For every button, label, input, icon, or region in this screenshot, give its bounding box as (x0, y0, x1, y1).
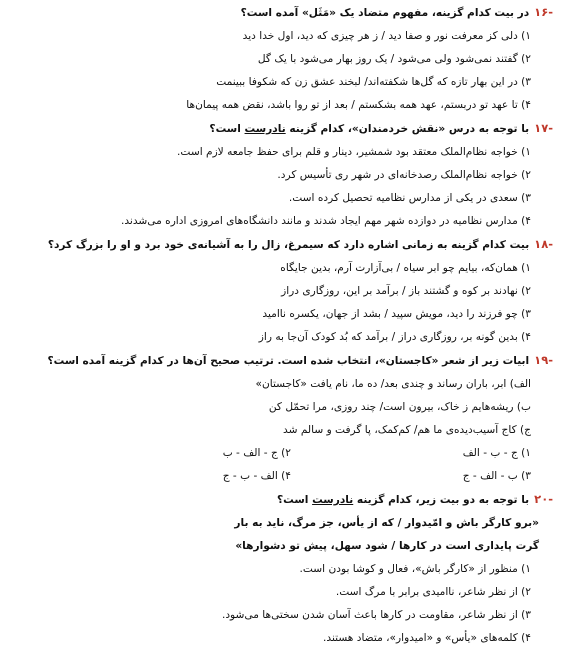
question-16 (10, 1, 553, 117)
question-number: -۱۷ (534, 121, 553, 135)
option-3: ۳) چو فرزند را دید، مویش سپید / بشد از جهان، یکسره ناامید (262, 308, 531, 320)
question-number: -۱۶ (534, 5, 553, 19)
option-4: ۴) بدین گونه بر، روزگاری دراز / برآمد که بُد کودک آن‌جا به راز (258, 331, 531, 343)
question-number: -۱۹ (534, 353, 553, 367)
choice-grid (10, 442, 553, 488)
question-number: -۱۸ (534, 237, 553, 251)
question-text: بیت کدام گزینه به زمانی اشاره دارد که سیمرغ، زال را به آشیانه‌ی خود برد و او را بزرگ کرد؟ (47, 239, 530, 251)
question-number: -۲۰ (534, 492, 553, 506)
question-text-end: است؟ (209, 123, 241, 135)
question-20 (10, 488, 553, 650)
option-1: ۱) دلی کز معرفت نور و صفا دید / ز هر چیزی که دید، اول خدا دید (242, 30, 531, 42)
option-2: ۲) گفتند نمی‌شود ولی می‌شود / یک روز بهار می‌شود با یک گل (257, 53, 531, 65)
choice-3: ۳) ب - الف - ج (462, 470, 531, 482)
option-3: ۳) سعدی در یکی از مدارس نظامیه تحصیل کرده است. (288, 192, 531, 204)
verse-alef: الف) ابر، باران رساند و چندی بعد/ ده ما، نام یافت «کاجستان» (255, 378, 531, 390)
question-19 (10, 349, 553, 488)
verse-jim: ج) کاج آسیب‌دیده‌ی ما هم/ کم‌کمک، پا گرفت و سالم شد (283, 424, 531, 436)
question-19-stem (10, 349, 553, 373)
option-1: ۱) منظور از «کارگر باش»، فعال و کوشا بودن است. (299, 563, 531, 575)
question-text-start: با توجه به درس «نقش خردمندان»، کدام گزینه (289, 123, 530, 135)
question-20-stem (10, 488, 553, 512)
option-2: ۲) خواجه نظام‌الملک رصدخانه‌ای در شهر ری تأسیس کرد. (277, 169, 531, 181)
choice-2: ۲) ج - الف - ب (222, 447, 291, 459)
question-17 (10, 117, 553, 233)
option-4: ۴) کلمه‌های «یأس» و «امیدوار»، متضاد هستند. (323, 632, 531, 644)
choice-1: ۱) ج - ب - الف (462, 447, 531, 459)
poem-line-2: گرت پایداری است در کارها / شود سهل، پیش تو دشوارها» (235, 540, 539, 552)
option-4: ۴) تا عهد تو دربستم، عهد همه بشکستم / بعد از تو روا باشد، نقض همه پیمان‌ها (186, 99, 531, 111)
option-3: ۳) از نظر شاعر، مقاومت در کارها باعث آسان شدن سختی‌ها می‌شود. (221, 609, 531, 621)
choice-4: ۴) الف - ب - ج (222, 470, 291, 482)
option-1: ۱) خواجه نظام‌الملک معتقد بود شمشیر، دینار و قلم برای حفظ جامعه لازم است. (177, 146, 531, 158)
question-18 (10, 233, 553, 349)
question-text-end: است؟ (276, 494, 309, 506)
question-17-stem (10, 117, 553, 141)
underlined-word: نادرست (244, 123, 286, 135)
option-1: ۱) همان‌که، بیایم چو ابر سیاه / بی‌آزارت آرم، بدین جایگاه (280, 262, 531, 274)
option-2: ۲) نهادند بر کوه و گشتند باز / برآمد بر این، روزگاری دراز (281, 285, 531, 297)
question-text (277, 489, 529, 512)
question-text: در بیت کدام گزینه، مفهوم متضاد یک «مَثَل» آمده است؟ (240, 7, 530, 19)
question-text (209, 118, 529, 141)
verse-be: ب) ریشه‌هایم ز خاک، بیرون است/ چند روزی، مرا تحمّل کن (268, 401, 531, 413)
question-18-stem (10, 233, 553, 257)
question-text: ابیات زیر از شعر «کاجستان»، انتخاب شده است. ترتیب صحیح آن‌ها در کدام گزینه آمده است؟ (47, 355, 530, 367)
option-2: ۲) از نظر شاعر، ناامیدی برابر با مرگ است. (335, 586, 531, 598)
option-4: ۴) مدارس نظامیه در دوازده شهر مهم ایجاد شدند و مانند دانشگاه‌های امروزی اداره می‌شدند. (120, 215, 531, 227)
question-16-stem (10, 1, 553, 25)
underlined-word: نادرست (312, 494, 354, 506)
option-3: ۳) در این بهار تازه که گل‌ها شکفته‌اند/ لبخند عشق زن که شکوفا ببینمت (216, 76, 531, 88)
poem-line-1: «برو کارگر باش و امّیدوار / که از یأس، جز مرگ، ناید به بار (234, 517, 539, 529)
question-text-start: با توجه به دو بیت زیر، کدام گزینه (356, 494, 530, 506)
